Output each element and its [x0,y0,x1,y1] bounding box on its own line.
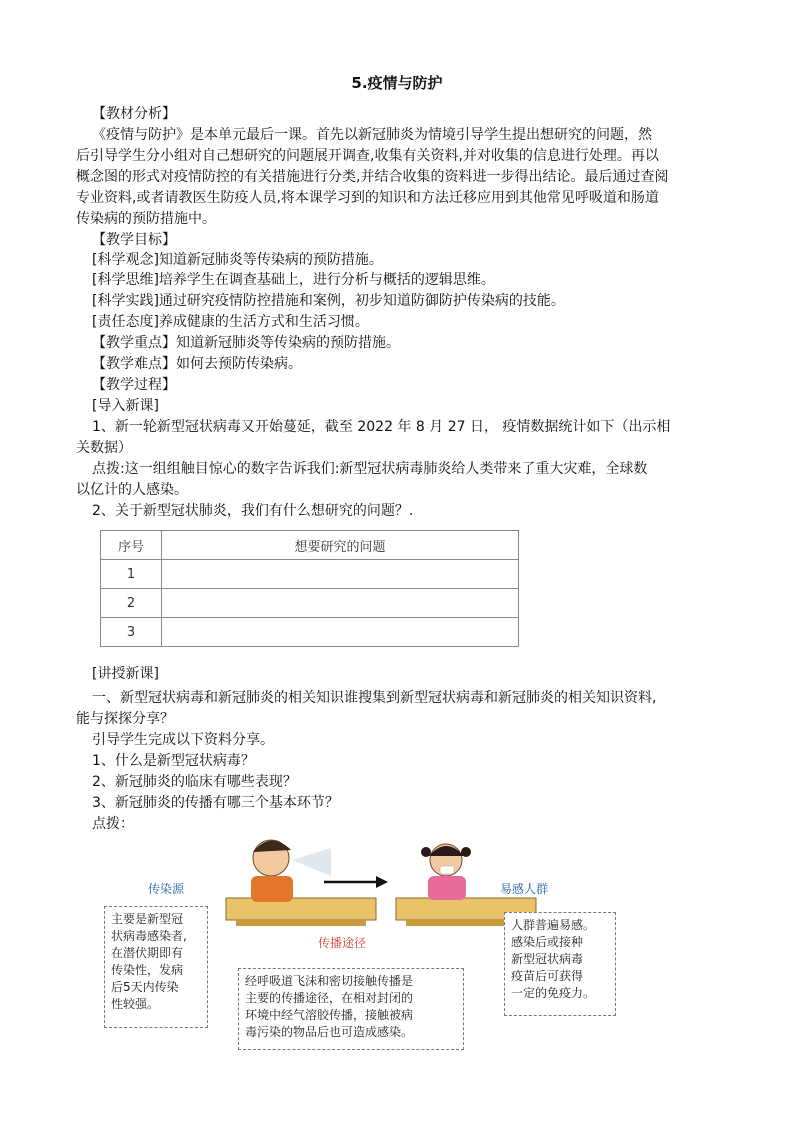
tip-line: 点拨:这一组组触目惊心的数字告诉我们:新型冠状病毒肺炎给人类带来了重大灾难，全球数 [92,461,648,477]
route-text-line: 毒污染的物品后也可造成感染。 [245,1025,414,1039]
crowd-label: 易感人群 [500,882,549,896]
goal-item: [科学实践]通过研究疫情防控措施和案例，初步知道防御防护传染病的技能。 [92,293,565,309]
question-item: 1、什么是新型冠状病毒？ [92,753,255,769]
table-cell [162,589,519,618]
table-cell [162,560,519,589]
table-header-cell: 想要研究的问题 [162,531,519,560]
intro-line: 关数据） [76,440,132,456]
route-label: 传播途径 [318,936,367,950]
intro-heading: [导入新课] [92,398,159,414]
key-point: 【教学重点】知道新冠肺炎等传染病的预防措施。 [92,335,400,351]
crowd-text-line: 一定的免疫力。 [511,986,596,1000]
goal-item: [责任态度]养成健康的生活方式和生活习惯。 [92,314,369,330]
route-text-line: 经呼吸道飞沫和密切接触传播是 [245,974,414,988]
table-row [101,618,519,647]
source-text-line: 在潜伏期即有 [111,946,184,960]
source-text-line: 传染性，发病 [111,963,184,977]
analysis-line: 专业资料,或者请教医生防疫人员,将本课学习到的知识和方法迁移应用到其他常见呼吸道和肠道 [76,190,659,206]
transmission-illustration [96,836,626,1056]
table-cell: 3 [101,618,162,647]
goal-item: [科学思维]培养学生在调查基础上，进行分析与概括的逻辑思维。 [92,272,495,288]
route-description [238,968,464,1050]
goal-item: [科学观念]知道新冠肺炎等传染病的预防措施。 [92,252,383,268]
route-text-line: 环境中经气溶胶传播，接触被病 [245,1008,414,1022]
page-title: 5.疫情与防护 [351,74,443,92]
process-heading: 【教学过程】 [92,377,176,393]
crowd-text-line: 疫苗后可获得 [511,969,584,983]
research-question-table [100,530,519,647]
table-header-cell: 序号 [101,531,162,560]
crowd-description [504,912,616,1016]
part-one-line: 一、新型冠状病毒和新冠肺炎的相关知识谁搜集到新型冠状病毒和新冠肺炎的相关知识资料, [92,690,657,706]
source-text-line: 性较强。 [111,997,160,1011]
analysis-line: 传染病的预防措施中。 [76,211,216,227]
source-text-line: 主要是新型冠 [111,912,184,926]
source-label: 传染源 [148,882,185,896]
crowd-text-line: 人群普遍易感。 [511,918,596,932]
new-lesson-heading: [讲授新课] [92,666,159,682]
goals-heading: 【教学目标】 [92,232,176,248]
source-text-line: 状病毒感染者, [111,929,187,943]
tip-two: 点拨： [92,816,134,832]
table-cell: 1 [101,560,162,589]
route-text-line: 主要的传播途径，在相对封闭的 [245,991,414,1005]
source-description [104,906,208,1028]
crowd-text-line: 新型冠状病毒 [511,952,584,966]
table-cell [162,618,519,647]
question-item: 2、新冠肺炎的临床有哪些表现？ [92,774,297,790]
part-one-line: 能与探探分享？ [76,711,174,727]
table-header-row [101,531,519,560]
question-two: 2、关于新型冠状肺炎，我们有什么想研究的问题？. [92,503,414,519]
table-row [101,589,519,618]
difficulty: 【教学难点】如何去预防传染病。 [92,356,302,372]
analysis-line: 概念图的形式对疫情防控的有关措施进行分类,并结合收集的资料进一步得出结论。最后通过查阅 [76,169,669,185]
source-text-line: 后5天内传染 [111,980,179,994]
guide-text: 引导学生完成以下资料分享。 [92,732,274,748]
question-item: 3、新冠肺炎的传播有哪三个基本环节？ [92,795,339,811]
analysis-line: 后引导学生分小组对自己想研究的问题展开调查,收集有关资料,并对收集的信息进行处理。再以 [76,148,659,164]
tip-line: 以亿计的人感染。 [76,482,188,498]
table-row [101,560,519,589]
intro-line: 1、新一轮新型冠状病毒又开始蔓延，截至 2022 年 8 月 27 日， 疫情数据统计如下（出示相 [92,419,671,435]
table-cell: 2 [101,589,162,618]
crowd-text-line: 感染后或接种 [511,935,584,949]
analysis-heading: 【教材分析】 [92,106,176,122]
analysis-line: 《疫情与防护》是本单元最后一课。首先以新冠肺炎为情境引导学生提出想研究的问题，然 [92,127,652,143]
